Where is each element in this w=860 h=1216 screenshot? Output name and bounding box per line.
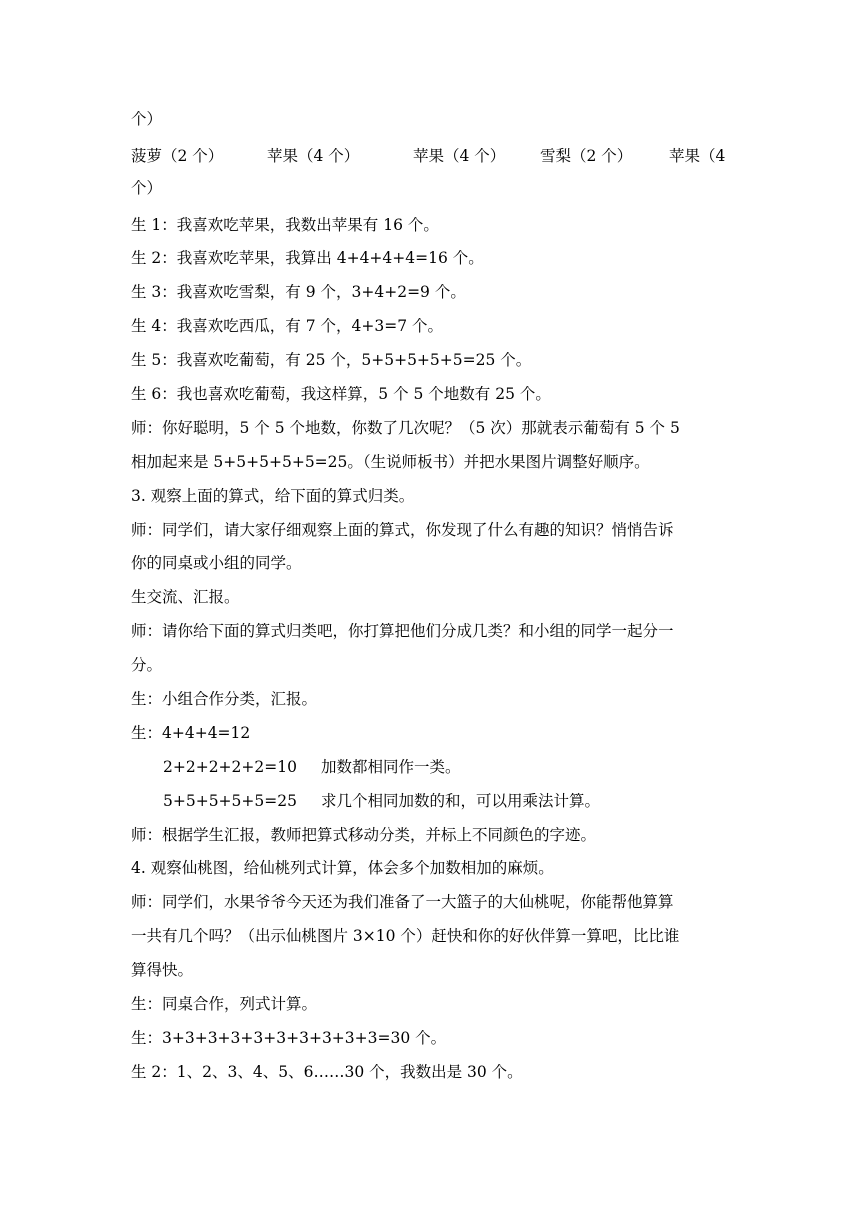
equation-expr: 2+2+2+2+2=10 bbox=[163, 758, 297, 776]
text-line: 生 2：1、2、3、4、5、6……30 个，我数出是 30 个。 bbox=[131, 1063, 523, 1081]
text-line: 师：你好聪明，5 个 5 个地数，你数了几次呢？（5 次）那就表示葡萄有 5 个 5 bbox=[131, 419, 680, 437]
fruit-item: 苹果（4 个） bbox=[267, 147, 360, 165]
text-line: 师：请你给下面的算式归类吧，你打算把他们分成几类？和小组的同学一起分一 bbox=[131, 622, 674, 640]
text-line: 生 5：我喜欢吃葡萄，有 25 个，5+5+5+5+5=25 个。 bbox=[131, 351, 532, 369]
text-line: 一共有几个吗？（出示仙桃图片 3×10 个）赶快和你的好伙伴算一算吧，比比谁 bbox=[131, 927, 680, 945]
text-line: 师：根据学生汇报，教师把算式移动分类，并标上不同颜色的字迹。 bbox=[131, 826, 597, 844]
fruit-item: 雪梨（2 个） bbox=[540, 147, 633, 165]
text-line: 生：小组合作分类，汇报。 bbox=[131, 690, 318, 708]
fruit-list-row bbox=[131, 146, 731, 166]
text-line: 生 4：我喜欢吃西瓜，有 7 个，4+3=7 个。 bbox=[131, 317, 443, 335]
text-line: 相加起来是 5+5+5+5+5=25。（生说师板书）并把水果图片调整好顺序。 bbox=[131, 453, 650, 471]
text-line: 个） bbox=[131, 179, 163, 197]
section-heading: 3. 观察上面的算式，给下面的算式归类。 bbox=[131, 487, 415, 505]
fruit-item: 菠萝（2 个） bbox=[131, 147, 224, 165]
text-line: 算得快。 bbox=[131, 961, 194, 979]
equation-note: 求几个相同加数的和，可以用乘法计算。 bbox=[321, 792, 601, 810]
text-line: 师：同学们，水果爷爷今天还为我们准备了一大篮子的大仙桃呢，你能帮他算算 bbox=[131, 893, 674, 911]
text-line: 生 3：我喜欢吃雪梨，有 9 个，3+4+2=9 个。 bbox=[131, 283, 466, 301]
section-heading: 4. 观察仙桃图，给仙桃列式计算，体会多个加数相加的麻烦。 bbox=[131, 859, 554, 877]
equation-note: 加数都相同作一类。 bbox=[321, 758, 461, 776]
text-line: 生 6：我也喜欢吃葡萄，我这样算，5 个 5 个地数有 25 个。 bbox=[131, 385, 551, 403]
text-line: 师：同学们，请大家仔细观察上面的算式，你发现了什么有趣的知识？悄悄告诉 bbox=[131, 521, 674, 539]
text-line: 分。 bbox=[131, 656, 163, 674]
text-line: 生：3+3+3+3+3+3+3+3+3+3=30 个。 bbox=[131, 1029, 447, 1047]
text-line: 个） bbox=[131, 110, 163, 128]
fruit-item: 苹果（4 bbox=[669, 147, 726, 165]
text-line: 生 2：我喜欢吃苹果，我算出 4+4+4+4=16 个。 bbox=[131, 249, 484, 267]
equation-expr: 5+5+5+5+5=25 bbox=[163, 792, 297, 810]
fruit-item: 苹果（4 个） bbox=[413, 147, 506, 165]
text-line: 生：同桌合作，列式计算。 bbox=[131, 995, 318, 1013]
text-line: 生 1：我喜欢吃苹果，我数出苹果有 16 个。 bbox=[131, 216, 439, 234]
text-line: 生：4+4+4=12 bbox=[131, 724, 251, 742]
text-line: 生交流、汇报。 bbox=[131, 588, 240, 606]
text-line: 你的同桌或小组的同学。 bbox=[131, 554, 302, 572]
